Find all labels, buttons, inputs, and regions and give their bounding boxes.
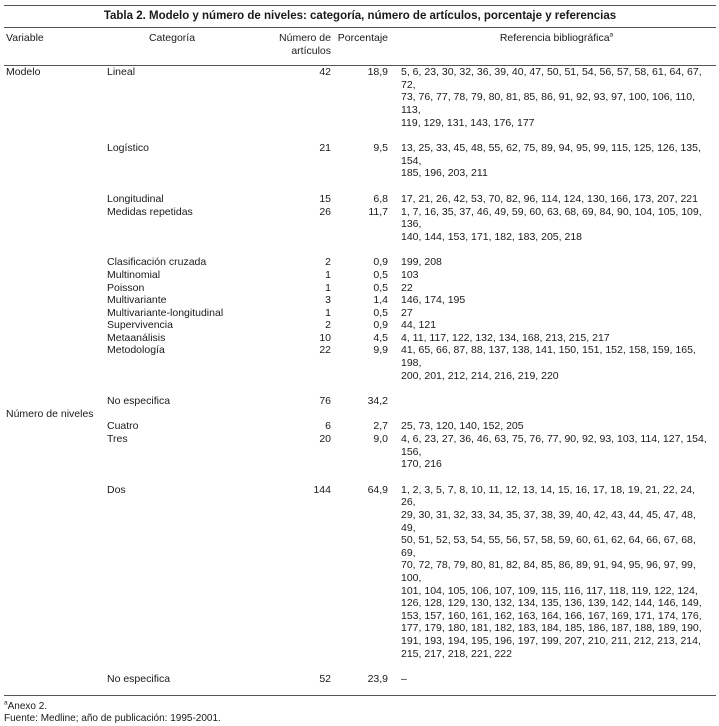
cell-variable	[4, 206, 107, 244]
table-row	[4, 673, 716, 686]
cell-num-articulos: 10	[319, 331, 331, 344]
cell-variable	[4, 256, 107, 269]
cell-referencias	[388, 344, 716, 382]
table-row	[4, 66, 716, 129]
cell-referencias	[388, 332, 716, 345]
cell-num-articulos: 15	[319, 192, 331, 205]
table-row	[4, 344, 716, 382]
cell-referencias	[388, 319, 716, 332]
cell-categoria: Logístico	[107, 142, 150, 155]
table-notes	[4, 701, 716, 726]
cell-num-articulos: 1	[325, 306, 331, 319]
cell-referencias	[388, 408, 716, 421]
cell-num-articulos	[237, 408, 331, 421]
table-body	[4, 66, 716, 696]
cell-num-articulos: 22	[319, 344, 331, 357]
table-row	[4, 282, 716, 295]
cell-num-articulos: 1	[325, 268, 331, 281]
cell-variable	[4, 395, 107, 408]
cell-porcentaje: 4,5	[373, 331, 388, 344]
cell-num-articulos: 20	[319, 433, 331, 446]
cell-variable	[4, 484, 107, 660]
cell-categoria: No especifica	[107, 673, 171, 686]
cell-referencias	[388, 193, 716, 206]
cell-referencias	[388, 294, 716, 307]
reference-line: 200, 201, 212, 214, 216, 219, 220	[401, 369, 559, 382]
cell-referencias	[388, 395, 716, 408]
cell-porcentaje: 1,4	[373, 294, 388, 307]
cell-porcentaje: 18,9	[367, 66, 388, 79]
cell-num-articulos: 76	[319, 395, 331, 408]
reference-line: 126, 128, 129, 130, 132, 134, 135, 136, 139, 142, 144, 146, 149,	[401, 597, 702, 610]
cell-porcentaje: 23,9	[367, 673, 388, 686]
table-row	[4, 193, 716, 206]
cell-categoria: Medidas repetidas	[107, 205, 193, 218]
cell-variable	[4, 294, 107, 307]
cell-categoria: Longitudinal	[107, 192, 164, 205]
cell-porcentaje: 0,9	[373, 319, 388, 332]
table-title: Tabla 2. Modelo y número de niveles: categoría, número de artículos, porcentaje y referencias	[4, 5, 716, 27]
row-spacer	[4, 660, 716, 673]
reference-line: 185, 196, 203, 211	[401, 167, 488, 180]
cell-referencias	[388, 269, 716, 282]
table-row	[4, 269, 716, 282]
reference-line: 199, 208	[401, 256, 442, 269]
header-porcentaje: Porcentaje	[331, 28, 388, 66]
cell-num-articulos: 6	[325, 420, 331, 433]
cell-num-articulos: 1	[325, 281, 331, 294]
cell-num-articulos: 3	[325, 294, 331, 307]
cell-referencias	[388, 307, 716, 320]
table-row	[4, 395, 716, 408]
reference-line: 44, 121	[401, 319, 437, 332]
row-spacer	[4, 180, 716, 193]
header-num-articulos: Número de artículos	[237, 28, 331, 66]
cell-categoria: Supervivencia	[107, 319, 173, 332]
cell-porcentaje: 11,7	[368, 205, 388, 218]
table-row	[4, 484, 716, 660]
reference-line: 146, 174, 195	[401, 294, 466, 307]
cell-num-articulos: 144	[313, 483, 331, 496]
reference-line: 103	[401, 268, 419, 281]
table-container	[4, 5, 716, 726]
cell-variable	[4, 332, 107, 345]
cell-categoria: Multivariante	[107, 294, 167, 307]
cell-variable	[4, 433, 107, 471]
header-row	[4, 28, 716, 66]
cell-num-articulos: 2	[325, 256, 331, 269]
reference-line: –	[401, 673, 407, 686]
cell-variable	[4, 307, 107, 320]
cell-referencias	[388, 433, 716, 471]
cell-categoria: Clasificación cruzada	[107, 256, 207, 269]
cell-categoria: Metaanálisis	[107, 331, 166, 344]
cell-num-articulos: 21	[319, 142, 331, 155]
cell-porcentaje: 9,5	[373, 142, 388, 155]
cell-porcentaje: 64,9	[367, 483, 388, 496]
cell-porcentaje: 0,9	[373, 256, 388, 269]
table-row	[4, 256, 716, 269]
table-row	[4, 420, 716, 433]
cell-porcentaje: 34,2	[367, 395, 388, 408]
row-spacer	[4, 471, 716, 484]
cell-referencias	[388, 484, 716, 660]
header-referencia-footnote-mark: a	[609, 31, 614, 39]
reference-line: 22	[401, 281, 413, 294]
cell-variable	[4, 673, 107, 686]
cell-variable	[4, 282, 107, 295]
reference-line: 27	[401, 306, 413, 319]
cell-num-articulos: 2	[325, 319, 331, 332]
cell-referencias	[388, 673, 716, 686]
cell-variable: Modelo	[6, 66, 41, 79]
cell-referencias	[388, 206, 716, 244]
footnote-anexo	[4, 701, 716, 714]
cell-categoria: No especifica	[107, 395, 171, 408]
header-variable: Variable	[4, 28, 107, 66]
cell-categoria: Multinomial	[107, 268, 161, 281]
reference-line: 4, 11, 117, 122, 132, 134, 168, 213, 215, 217	[401, 331, 610, 344]
cell-categoria	[107, 408, 237, 421]
reference-line: 140, 144, 153, 171, 182, 183, 205, 218	[401, 230, 582, 243]
cell-porcentaje	[331, 408, 388, 421]
cell-num-articulos: 26	[319, 205, 331, 218]
table-row	[4, 307, 716, 320]
cell-categoria: Cuatro	[107, 420, 139, 433]
cell-categoria: Lineal	[107, 66, 136, 79]
cell-porcentaje: 6,8	[373, 192, 388, 205]
cell-num-articulos: 52	[319, 673, 331, 686]
cell-variable	[4, 319, 107, 332]
cell-referencias	[388, 66, 716, 129]
table-row	[4, 206, 716, 244]
cell-variable	[4, 344, 107, 382]
cell-categoria: Poisson	[107, 281, 145, 294]
cell-referencias	[388, 256, 716, 269]
cell-porcentaje: 0,5	[373, 268, 388, 281]
table-row	[4, 142, 716, 180]
bottom-rule	[4, 686, 716, 696]
table-row	[4, 319, 716, 332]
header-referencia-label: Referencia bibliográfica	[499, 32, 610, 44]
cell-variable	[4, 193, 107, 206]
reference-line: 5, 6, 23, 30, 32, 36, 39, 40, 47, 50, 51, 54, 56, 57, 58, 61, 64, 67, 72,	[401, 66, 702, 91]
cell-referencias	[388, 142, 716, 180]
reference-line: 1, 2, 3, 5, 7, 8, 10, 11, 12, 13, 14, 15, 16, 17, 18, 19, 21, 22, 24, 26,	[401, 483, 696, 509]
reference-line: 177, 179, 180, 181, 182, 183, 184, 185, 186, 187, 188, 189, 190,	[401, 622, 702, 635]
data-table	[4, 27, 716, 696]
reference-line: 29, 30, 31, 32, 33, 34, 35, 37, 38, 39, 40, 42, 43, 44, 45, 47, 48, 49,	[401, 509, 696, 534]
header-categoria: Categoría	[107, 28, 237, 66]
table-row	[4, 294, 716, 307]
cell-porcentaje: 9,0	[373, 433, 388, 446]
reference-line: 119, 129, 131, 143, 176, 177	[401, 116, 535, 129]
footnote-mark: a	[4, 699, 8, 707]
cell-variable	[4, 420, 107, 433]
footnote-anexo-text: Anexo 2.	[7, 700, 48, 712]
cell-referencias	[388, 420, 716, 433]
cell-categoria: Metodología	[107, 344, 165, 357]
reference-line: 70, 72, 78, 79, 80, 81, 82, 84, 85, 86, 89, 91, 94, 95, 96, 97, 99, 100,	[401, 559, 696, 584]
cell-categoria: Dos	[107, 483, 126, 496]
reference-line: 101, 104, 105, 106, 107, 109, 115, 116, 117, 118, 119, 122, 124,	[401, 584, 698, 597]
cell-porcentaje: 0,5	[373, 306, 388, 319]
reference-line: 170, 216	[401, 458, 442, 471]
reference-line: 191, 193, 194, 195, 196, 197, 199, 207, 210, 211, 212, 213, 214,	[401, 634, 701, 647]
reference-line: 13, 25, 33, 45, 48, 55, 62, 75, 89, 94, 95, 99, 115, 125, 126, 135, 154,	[401, 142, 701, 167]
cell-categoria: Multivariante-longitudinal	[107, 306, 224, 319]
reference-line: 1, 7, 16, 35, 37, 46, 49, 59, 60, 63, 68, 69, 84, 90, 104, 105, 109, 136,	[401, 205, 702, 231]
cell-variable	[4, 142, 107, 180]
reference-line: 215, 217, 218, 221, 222	[401, 647, 512, 660]
reference-line: 41, 65, 66, 87, 88, 137, 138, 141, 150, 151, 152, 158, 159, 165, 198,	[401, 344, 696, 370]
reference-line: 73, 76, 77, 78, 79, 80, 81, 85, 86, 91, 92, 93, 97, 100, 106, 110, 113,	[401, 91, 696, 116]
table-row	[4, 332, 716, 345]
reference-line: 4, 6, 23, 27, 36, 46, 63, 75, 76, 77, 90, 92, 93, 103, 114, 127, 154, 156,	[401, 433, 707, 458]
row-spacer	[4, 129, 716, 142]
cell-num-articulos: 42	[319, 66, 331, 79]
cell-variable	[4, 269, 107, 282]
cell-variable: Número de niveles	[6, 407, 94, 420]
cell-categoria: Tres	[107, 433, 128, 446]
table-row	[4, 408, 716, 421]
reference-line: 50, 51, 52, 53, 54, 55, 56, 57, 58, 59, 60, 61, 62, 64, 66, 67, 68, 69,	[401, 534, 696, 559]
row-spacer	[4, 243, 716, 256]
cell-porcentaje: 0,5	[373, 281, 388, 294]
table-row	[4, 433, 716, 471]
reference-line: 153, 157, 160, 161, 162, 163, 164, 166, 167, 169, 171, 174, 176,	[401, 609, 702, 622]
header-referencia	[388, 28, 716, 66]
row-spacer	[4, 382, 716, 395]
reference-line: 17, 21, 26, 42, 53, 70, 82, 96, 114, 124, 130, 166, 173, 207, 221	[401, 192, 698, 205]
footnote-fuente: Fuente: Medline; año de publicación: 1995-2001.	[4, 713, 221, 725]
cell-porcentaje: 2,7	[373, 420, 388, 433]
cell-referencias	[388, 282, 716, 295]
cell-porcentaje: 9,9	[373, 344, 388, 357]
reference-line: 25, 73, 120, 140, 152, 205	[401, 420, 524, 433]
